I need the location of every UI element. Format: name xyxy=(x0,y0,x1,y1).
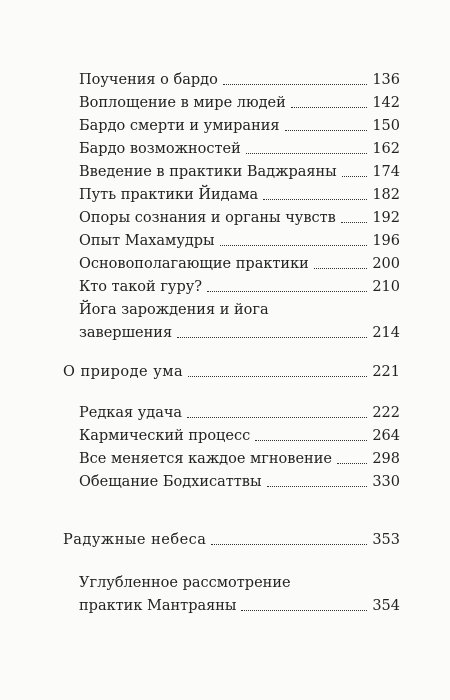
toc-entry-page: 150 xyxy=(372,118,400,134)
toc-section-heading[interactable] xyxy=(63,530,400,550)
toc-entry-title-line: Углубленное рассмотрение xyxy=(79,575,291,591)
dot-leader xyxy=(211,544,367,545)
toc-entry-title-line: Йога зарождения и йога xyxy=(79,302,269,318)
toc-entry[interactable] xyxy=(79,93,400,113)
toc-entry-page: 222 xyxy=(372,405,400,421)
toc-entry-title: Бардо смерти и умирания xyxy=(79,118,280,134)
toc-entry-page: 298 xyxy=(372,451,400,467)
dot-leader xyxy=(314,268,368,269)
toc-entry-title: Основополагающие практики xyxy=(79,256,309,272)
toc-entry-page: 330 xyxy=(372,474,400,490)
toc-entry-page: 264 xyxy=(372,428,400,444)
dot-leader xyxy=(285,130,368,131)
toc-entry-page: 192 xyxy=(372,210,400,226)
dot-leader xyxy=(207,291,367,292)
dot-leader xyxy=(188,376,367,377)
toc-entry-title: завершения xyxy=(79,325,173,341)
toc-entry[interactable] xyxy=(79,139,400,159)
toc-entry[interactable] xyxy=(79,596,400,616)
dot-leader xyxy=(291,107,368,108)
toc-entry[interactable] xyxy=(79,70,400,90)
toc-entry-title: Введение в практики Ваджраяны xyxy=(79,164,337,180)
toc-entry-page: 200 xyxy=(372,256,400,272)
toc-entry[interactable] xyxy=(79,323,400,343)
toc-entry-title: Все меняется каждое мгновение xyxy=(79,451,332,467)
toc-entry-title: Кармический процесс xyxy=(79,428,251,444)
toc-entry-page: 136 xyxy=(372,72,400,88)
toc-section-page: 221 xyxy=(372,364,400,380)
toc-entry[interactable] xyxy=(79,254,400,274)
dot-leader xyxy=(223,84,368,85)
dot-leader xyxy=(267,486,368,487)
toc-entry-title: Обещание Бодхисаттвы xyxy=(79,474,262,490)
toc-entry-page: 142 xyxy=(372,95,400,111)
toc-entry-title: Путь практики Йидама xyxy=(79,187,259,203)
dot-leader xyxy=(187,417,367,418)
toc-entry[interactable] xyxy=(79,208,400,228)
toc-entry-page: 196 xyxy=(372,233,400,249)
toc-entry-page: 174 xyxy=(372,164,400,180)
toc-entry[interactable] xyxy=(79,277,400,297)
toc-section-page: 353 xyxy=(372,532,400,548)
toc-section-title: О природе ума xyxy=(63,364,184,380)
toc-section-heading[interactable] xyxy=(63,362,400,382)
toc-entry[interactable] xyxy=(79,403,400,423)
toc-entry-page: 210 xyxy=(372,279,400,295)
dot-leader xyxy=(263,199,367,200)
toc-entry[interactable] xyxy=(79,472,400,492)
toc-entry[interactable] xyxy=(79,449,400,469)
toc-entry[interactable] xyxy=(79,162,400,182)
toc-entry-title: Бардо возможностей xyxy=(79,141,241,157)
dot-leader xyxy=(337,463,367,464)
dot-leader xyxy=(255,440,367,441)
toc-entry-title: Опоры сознания и органы чувств xyxy=(79,210,336,226)
toc-entry-title: Поучения о бардо xyxy=(79,72,218,88)
dot-leader xyxy=(246,153,368,154)
toc-entry-page: 354 xyxy=(372,598,400,614)
toc-entry-page: 162 xyxy=(372,141,400,157)
toc-entry-page: 214 xyxy=(372,325,400,341)
dot-leader xyxy=(220,245,368,246)
toc-entry-title: Воплощение в мире людей xyxy=(79,95,286,111)
dot-leader xyxy=(177,337,367,338)
toc-entry-title: Редкая удача xyxy=(79,405,183,421)
toc-entry-title: практик Мантраяны xyxy=(79,598,237,614)
toc-section-title: Радужные небеса xyxy=(63,532,207,548)
toc-entry[interactable] xyxy=(79,116,400,136)
toc-entry-title: Опыт Махамудры xyxy=(79,233,215,249)
dot-leader xyxy=(341,222,368,223)
toc-entry-title: Кто такой гуру? xyxy=(79,279,203,295)
toc-entry[interactable] xyxy=(79,426,400,446)
dot-leader xyxy=(241,610,367,611)
toc-entry[interactable] xyxy=(79,231,400,251)
toc-entry[interactable] xyxy=(79,185,400,205)
dot-leader xyxy=(342,176,368,177)
toc-entry-page: 182 xyxy=(372,187,400,203)
